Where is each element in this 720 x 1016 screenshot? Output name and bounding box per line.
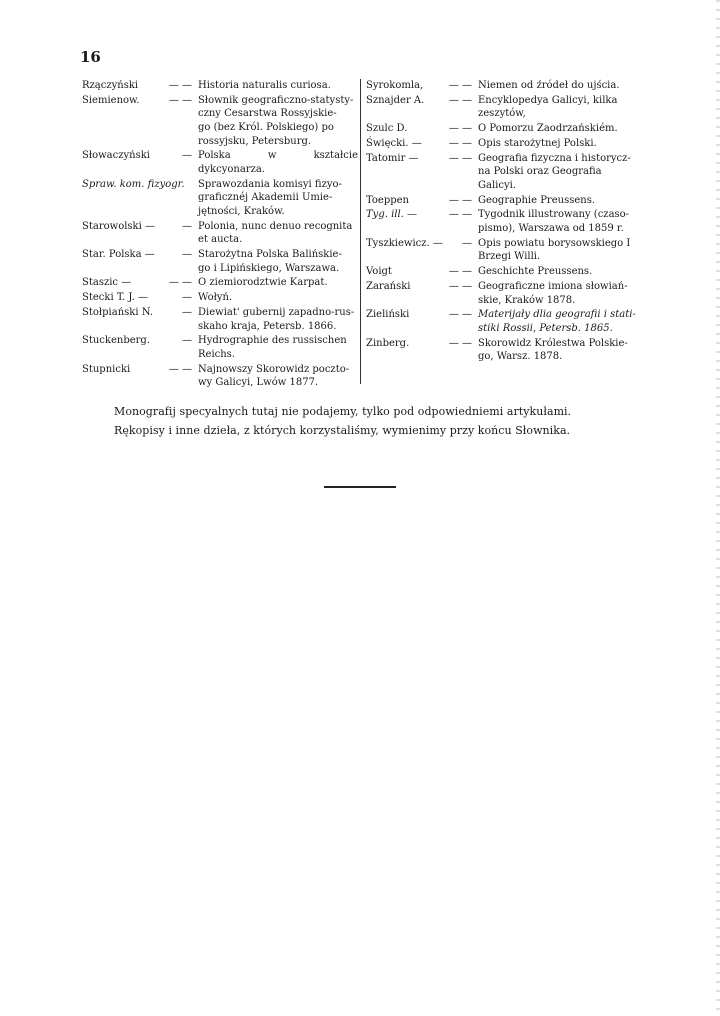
entry-title <box>478 94 638 121</box>
entry-title-line: Słownik geograficzno-statysty- <box>198 94 354 106</box>
entry-title <box>478 194 638 208</box>
entry-dash: — — <box>448 209 472 221</box>
bibliography-entry <box>82 363 358 390</box>
entry-title-line: Najnowszy Skorowidz poczto- <box>198 363 350 375</box>
entry-title-line: Brzegi Willi. <box>478 251 541 263</box>
bibliography-entry <box>366 280 638 307</box>
bibliography-entry <box>82 306 358 333</box>
entry-dash: — — <box>448 80 472 91</box>
entry-title-line: Starożytna Polska Balińskie- <box>198 249 342 261</box>
entry-title-line: Polska w kształcie dykcyonarza. <box>198 150 358 175</box>
entry-author: Siemienow. <box>82 94 140 106</box>
entry-title <box>198 248 358 275</box>
entry-title <box>478 208 638 235</box>
bibliography-entry <box>366 79 638 93</box>
entry-title-line: go i Lipińskiego, Warszawa. <box>198 262 340 274</box>
entry-author: Zieliński <box>366 309 410 321</box>
entry-author: Toeppen <box>366 194 409 206</box>
entry-title-line: et aucta. <box>198 234 243 246</box>
entry-title-line: Encyklopedya Galicyi, kilka <box>478 94 618 106</box>
entry-title <box>478 79 638 93</box>
bibliography-entry <box>82 276 358 290</box>
entry-author: Stołpiański N. <box>82 307 153 318</box>
entry-title-line: Geschichte Preussens. <box>478 266 593 278</box>
bibliography-entry <box>82 291 358 305</box>
entry-title-line: na Polski oraz Geografia <box>478 166 602 178</box>
entry-author: Stecki T. J. — <box>82 292 148 304</box>
entry-title <box>478 137 638 151</box>
bibliography-entry <box>366 152 638 193</box>
entry-dash: — — <box>448 194 472 206</box>
entry-author: Stupnicki <box>82 363 131 375</box>
entry-title-line: Geografia fizyczna i historycz- <box>478 152 631 164</box>
column-divider <box>360 79 361 384</box>
entry-dash: — — <box>448 123 472 135</box>
entry-dash: — <box>182 335 192 347</box>
entry-title-line: jętności, Kraków. <box>198 205 285 217</box>
entry-title-line: Skorowidz Królestwa Polskie- <box>478 337 628 349</box>
end-rule <box>324 486 396 488</box>
entry-title-line: Sprawozdania komisyi fizyo- <box>198 178 342 190</box>
entry-dash: — — <box>448 152 472 164</box>
entry-title <box>198 94 358 148</box>
bibliography-entry <box>82 248 358 275</box>
entry-dash: — — <box>448 266 472 278</box>
entry-title-line: Niemen od źródeł do ujścia. <box>478 80 620 91</box>
entry-title-line: Geograficzne imiona słowiań- <box>478 281 628 292</box>
entry-title-line: czny Cesarstwa Rossyjskie- <box>198 108 337 120</box>
bibliography-entry <box>82 334 358 361</box>
entry-title-line: Diewiat' gubernij zapadno-rus- <box>198 307 355 318</box>
entry-author: Staszic — <box>82 277 132 289</box>
entry-dash: — <box>182 292 192 304</box>
entry-dash: — — <box>168 80 192 91</box>
entry-title-line: Hydrographie des russischen <box>198 335 347 347</box>
bibliography-entry <box>366 265 638 279</box>
entry-title-line: O ziemiorodztwie Karpat. <box>198 277 328 289</box>
entry-title-line: Historia naturalis curiosa. <box>198 80 331 91</box>
entry-author: Spraw. kom. fizyogr. <box>82 178 185 190</box>
entry-title <box>478 308 638 335</box>
entry-author: Zinberg. <box>366 337 410 349</box>
bibliography-entry <box>366 137 638 151</box>
scan-edge-artifact <box>716 0 720 1016</box>
entry-title-line: O Pomorzu Zaodrzańskiém. <box>478 123 618 135</box>
entry-dash: — — <box>448 309 472 321</box>
bibliography-entry <box>82 94 358 148</box>
entry-title-line: Tygodnik illustrowany (czaso- <box>478 209 630 221</box>
entry-title-line: Reichs. <box>198 348 235 360</box>
bibliography-entry <box>82 178 358 219</box>
entry-title-line: pismo), Warszawa od 1859 r. <box>478 223 624 235</box>
bibliography-entry <box>366 194 638 208</box>
entry-title <box>478 152 638 193</box>
entry-title-line: Opis powiatu borysowskiego I <box>478 237 631 249</box>
entry-title <box>478 122 638 136</box>
entry-author: Święcki. — <box>366 137 422 149</box>
entry-title <box>478 265 638 279</box>
entry-title-line: wy Galicyi, Lwów 1877. <box>198 377 319 389</box>
entry-dash: — <box>182 220 192 232</box>
entry-dash: — — <box>448 281 472 292</box>
entry-author: Syrokomla, <box>366 80 424 91</box>
entry-title-line: Materijały dlia geografii i stati- <box>478 309 636 321</box>
entry-author: Słowaczyński <box>82 150 150 162</box>
entry-dash: — <box>182 249 192 261</box>
entry-dash: — <box>182 307 192 318</box>
entry-title <box>198 276 358 290</box>
bibliography-entry <box>82 79 358 93</box>
entry-author: Tyg. ill. — <box>366 209 418 221</box>
entry-title-line: go (bez Król. Polskiego) po <box>198 121 334 133</box>
entry-title-line: Polonia, nunc denuo recognita <box>198 220 353 232</box>
entry-dash: — — <box>168 277 192 289</box>
entry-title-line: Wołyń. <box>198 292 233 304</box>
page-number: 16 <box>80 48 101 66</box>
entry-author: Stuckenberg. <box>82 335 151 347</box>
entry-dash: — <box>462 237 472 249</box>
entry-title <box>198 178 358 219</box>
entry-dash: — <box>182 150 192 162</box>
entry-title-line: rossyjsku, Petersburg. <box>198 135 312 147</box>
entry-author: Starowolski — <box>82 220 155 232</box>
entry-dash: — — <box>168 363 192 375</box>
bibliography-entry <box>82 220 358 247</box>
entry-title <box>198 334 358 361</box>
entry-title-line: Opis starożytnej Polski. <box>478 137 597 149</box>
entry-dash: — — <box>448 337 472 349</box>
entry-title <box>198 220 358 247</box>
bibliography-entry <box>82 149 358 176</box>
entry-title <box>478 237 638 264</box>
entry-author: Voigt <box>366 266 392 278</box>
bibliography-entry <box>366 122 638 136</box>
entry-title <box>198 79 358 93</box>
entry-title-line: graficznéj Akademii Umie- <box>198 192 333 204</box>
entry-title <box>478 337 638 364</box>
entry-title-line: Geographie Preussens. <box>478 194 596 206</box>
entry-author: Szulc D. <box>366 123 408 135</box>
entry-title <box>198 363 358 390</box>
entry-title <box>198 306 358 333</box>
bibliography-entry <box>366 308 638 335</box>
entry-author: Tatomir — <box>366 152 419 164</box>
entry-author: Rzączyński <box>82 80 139 91</box>
entry-title-line: Galicyi. <box>478 179 516 191</box>
entry-dash <box>185 178 198 219</box>
entry-title <box>198 149 358 176</box>
entry-author: Tyszkiewicz. — <box>366 237 443 249</box>
bibliography-entry <box>366 337 638 364</box>
entry-author: Star. Polska — <box>82 249 155 261</box>
entry-title-line: zeszytów, <box>478 108 526 120</box>
closing-note-1: Monografij specyalnych tutaj nie podajemy, tylko pod odpowiedniemi artykułami. <box>114 405 572 418</box>
bibliography-entry <box>366 237 638 264</box>
bibliography-entry <box>366 94 638 121</box>
entry-title-line: go, Warsz. 1878. <box>478 351 563 363</box>
left-column <box>82 79 358 391</box>
entry-dash: — — <box>168 94 192 106</box>
entry-author: Sznajder A. <box>366 94 425 106</box>
entry-title <box>198 291 358 305</box>
entry-author: Zarański <box>366 281 411 292</box>
entry-dash: — — <box>448 94 472 106</box>
entry-title <box>478 280 638 307</box>
right-column <box>366 79 638 365</box>
closing-note-2: Rękopisy i inne dzieła, z których korzystaliśmy, wymienimy przy końcu Słownika. <box>114 424 571 437</box>
entry-title-line: stiki Rossii, Petersb. 1865. <box>478 322 613 334</box>
entry-title-line: skaho kraja, Petersb. 1866. <box>198 320 337 332</box>
bibliography-entry <box>366 208 638 235</box>
entry-dash: — — <box>448 137 472 149</box>
entry-title-line: skie, Kraków 1878. <box>478 294 576 306</box>
